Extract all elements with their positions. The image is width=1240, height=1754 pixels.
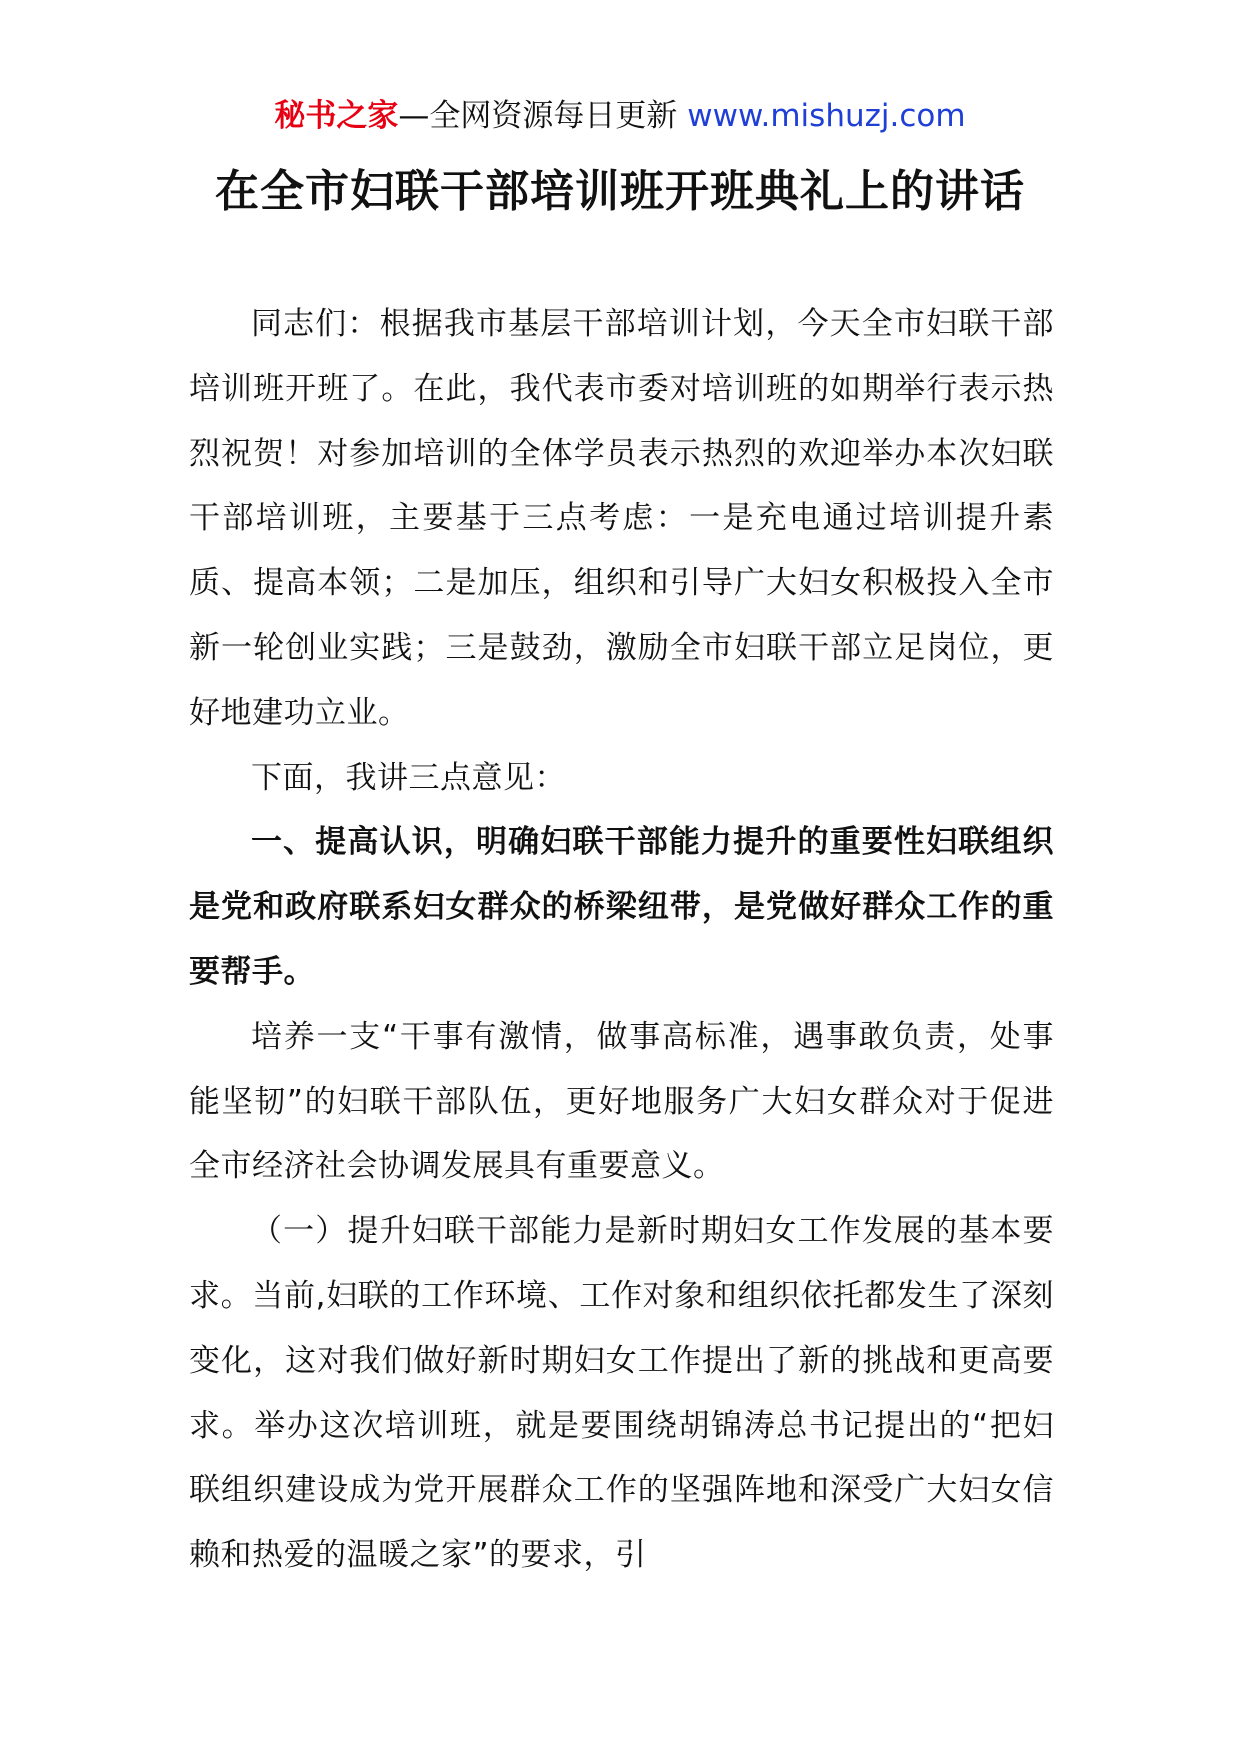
document-body [189, 292, 1054, 1588]
paragraph-opening: 同志们：根据我市基层干部培训计划，今天全市妇联干部培训班开班了。在此，我代表市委对培训班的如期举行表示热烈祝贺！对参加培训的全体学员表示热烈的欢迎举办本次妇联干部培训班，主要基于三点考虑：一是充电通过培训提升素质、提高本领；二是加压，组织和引导广大妇女积极投入全市新一轮创业实践；三是鼓劲，激励全市妇联干部立足岗位，更好地建功立业。 [189, 306, 1054, 731]
brand-slogan: —全网资源每日更新 [398, 98, 678, 134]
paragraph-intro-points: 下面，我讲三点意见： [251, 759, 566, 796]
brand-name: 秘书之家 [274, 98, 399, 134]
watermark-header [0, 96, 1240, 136]
document-title: 在全市妇联干部培训班开班典礼上的讲话 [215, 166, 1025, 217]
paragraph-team-building: 培养一支“干事有激情，做事高标准，遇事敢负责，处事能坚韧”的妇联干部队伍，更好地服务广大妇女群众对于促进全市经济社会协调发展具有重要意义。 [189, 1018, 1054, 1185]
paragraph-section-one-heading: 一、提高认识，明确妇联干部能力提升的重要性妇联组织是党和政府联系妇女群众的桥梁纽带，是党做好群众工作的重要帮手。 [189, 824, 1054, 990]
paragraph-subsection-one: （一）提升妇联干部能力是新时期妇女工作发展的基本要求。当前,妇联的工作环境、工作对象和组织依托都发生了深刻变化，这对我们做好新时期妇女工作提出了新的挑战和更高要求。举办这次培训班，就是要围绕胡锦涛总书记提出的“把妇联组织建设成为党开展群众工作的坚强阵地和深受广大妇女信赖和热爱的温暖之家”的要求，引 [189, 1213, 1054, 1574]
brand-url[interactable]: www.mishuzj.com [687, 98, 966, 134]
